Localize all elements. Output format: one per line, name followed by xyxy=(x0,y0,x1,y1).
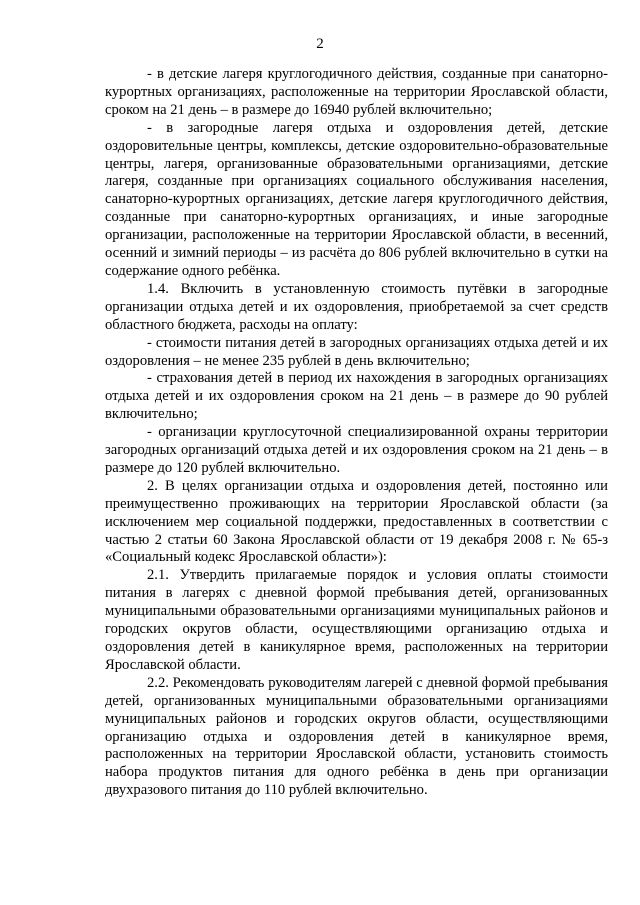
paragraph-clause-1-4: 1.4. Включить в установленную стоимость путёвки в загородные организации отдыха детей и их оздоровления, приобретаемой за счет средств областного бюджета, расходы на оплату: xyxy=(105,280,608,333)
paragraph-camps-year-round: - в детские лагеря круглогодичного действия, созданные при санаторно-курортных организациях, расположенные на территории Ярославской области, сроком на 21 день – в размере до 16940 рублей включительно; xyxy=(105,66,608,118)
paragraph-clause-2: 2. В целях организации отдыха и оздоровления детей, постоянно или преимущественно проживающих на территории Ярославской области (за исключением мер социальной поддержки, предоставленных в соответствии с частью 2 статьи 60 Закона Ярославской области от 19 декабря 2008 г. № 65-з «Социальный кодекс Ярославской области»): xyxy=(105,477,608,566)
document-body xyxy=(105,66,608,800)
paragraph-clause-2-1: 2.1. Утвердить прилагаемые порядок и условия оплаты стоимости питания в лагерях с дневной формой пребывания детей, организованных муниципальными образовательными организациями муниципальных районов и городских округов области, осуществляющими организацию отдыха и оздоровления детей в каникулярное время, расположенных на территории Ярославской области. xyxy=(105,567,608,673)
paragraph-suburban-camps: - в загородные лагеря отдыха и оздоровления детей, детские оздоровительные центры, комплексы, детские оздоровительно-образовательные центры, лагеря, организованные образовательными организациями, детские лагеря, созданные при организациях социального обслуживания населения, санаторно-курортных организациях, детские лагеря круглогодичного действия, созданные при санаторно-курортных организациях, и иные загородные организации, расположенные на территории Ярославской области, в весенний, осенний и зимний периоды – из расчёта до 806 рублей включительно в сутки на содержание одного ребёнка. xyxy=(105,119,608,279)
paragraph-clause-2-2: 2.2. Рекомендовать руководителям лагерей с дневной формой пребывания детей, организованных муниципальными образовательными организациями муниципальных районов и городских округов области, осуществляющими организацию отдыха и оздоровления детей в каникулярное время, расположенных на территории Ярославской области, установить стоимость набора продуктов питания для одного ребёнка в день при организации двухразового питания до 110 рублей включительно. xyxy=(105,674,608,799)
paragraph-food-cost: - стоимости питания детей в загородных организациях отдыха детей и их оздоровления – не менее 235 рублей в день включительно; xyxy=(105,334,608,369)
paragraph-security: - организации круглосуточной специализированной охраны территории загородных организаций отдыха детей и их оздоровления сроком на 21 день – в размере до 120 рублей включительно. xyxy=(105,424,608,476)
page-number: 2 xyxy=(316,36,324,52)
paragraph-insurance: - страхования детей в период их нахождения в загородных организациях отдыха детей и их оздоровления сроком на 21 день – в размере до 90 рублей включительно; xyxy=(105,370,608,423)
